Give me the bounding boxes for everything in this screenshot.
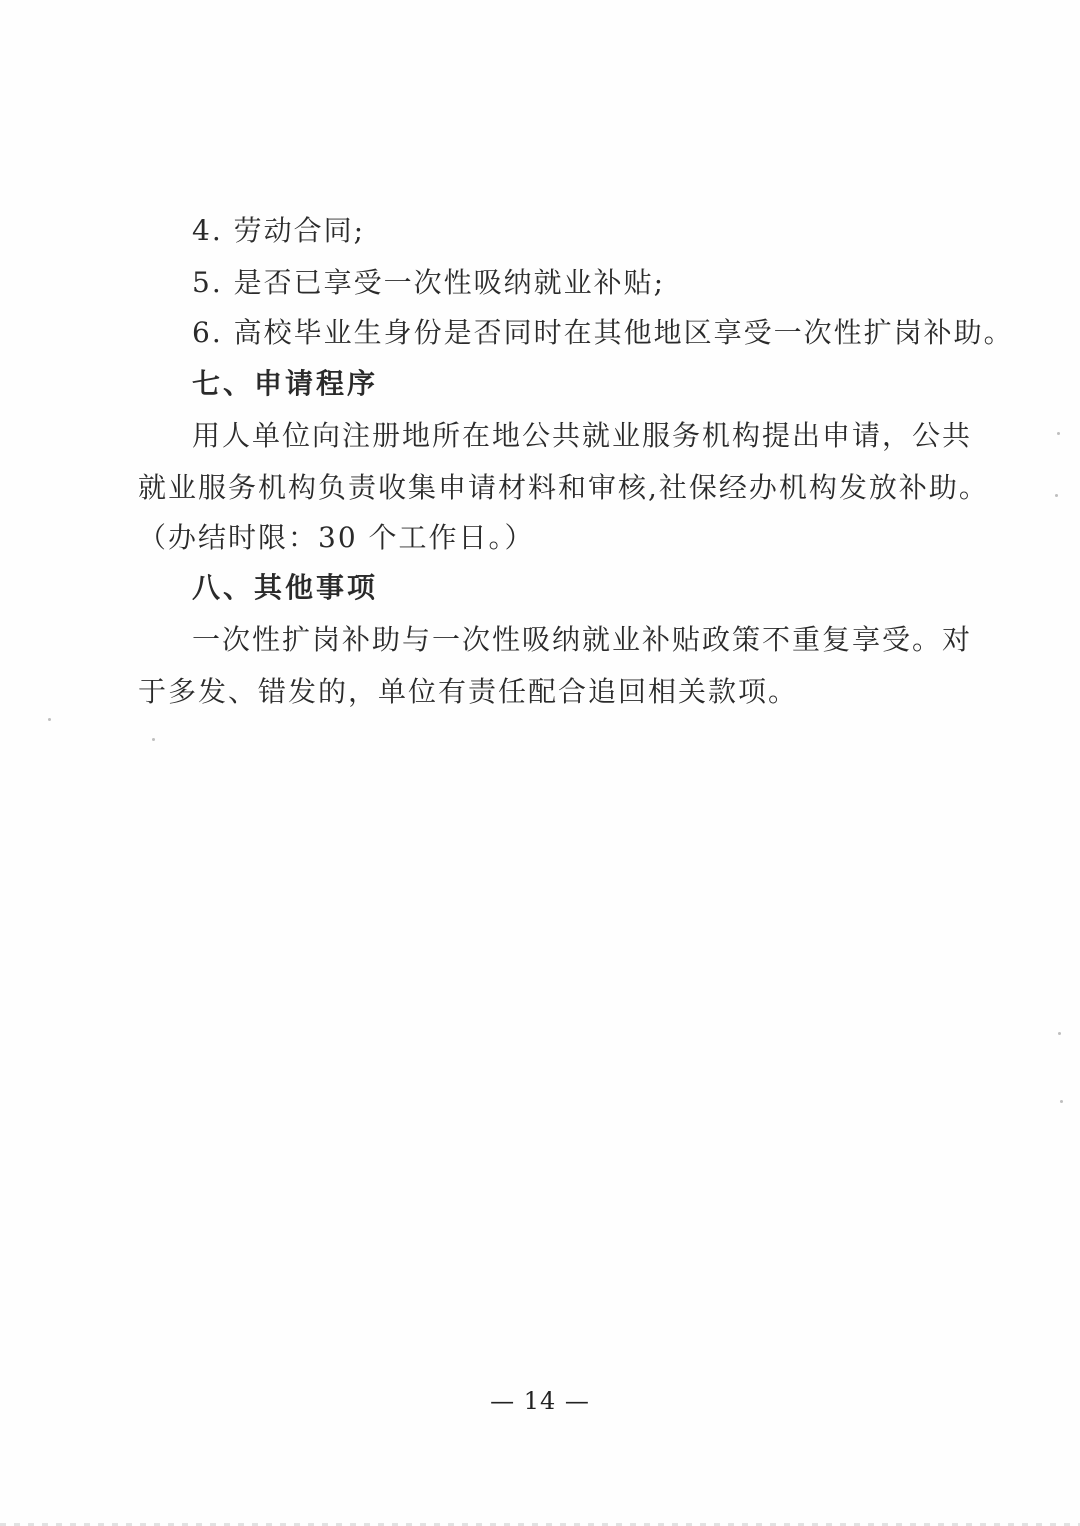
section-heading-other-matters: 八、其他事项 [192,571,379,604]
scan-speck [1060,1100,1063,1103]
scan-speck [1058,1032,1061,1035]
scan-speck [1057,432,1060,435]
paragraph-line: （办结时限：30 个工作日。） [138,521,535,554]
list-item-4: 4. 劳动合同; [192,214,366,247]
scan-speck [48,718,51,721]
paragraph-line: 于多发、错发的，单位有责任配合追回相关款项。 [138,675,799,708]
paragraph-line: 就业服务机构负责收集申请材料和审核,社保经办机构发放补助。 [138,471,989,504]
section-heading-application-procedure: 七、申请程序 [192,367,379,400]
page-number: — 14 — [490,1387,590,1415]
scan-speck [152,738,155,741]
list-item-6: 6. 高校毕业生身份是否同时在其他地区享受一次性扩岗补助。 [192,316,1014,349]
paragraph-line: 一次性扩岗补助与一次性吸纳就业补贴政策不重复享受。对 [192,623,973,656]
paragraph-line: 用人单位向注册地所在地公共就业服务机构提出申请，公共 [192,419,973,452]
scan-speck [1055,494,1058,497]
list-item-5: 5. 是否已享受一次性吸纳就业补贴; [192,266,666,299]
